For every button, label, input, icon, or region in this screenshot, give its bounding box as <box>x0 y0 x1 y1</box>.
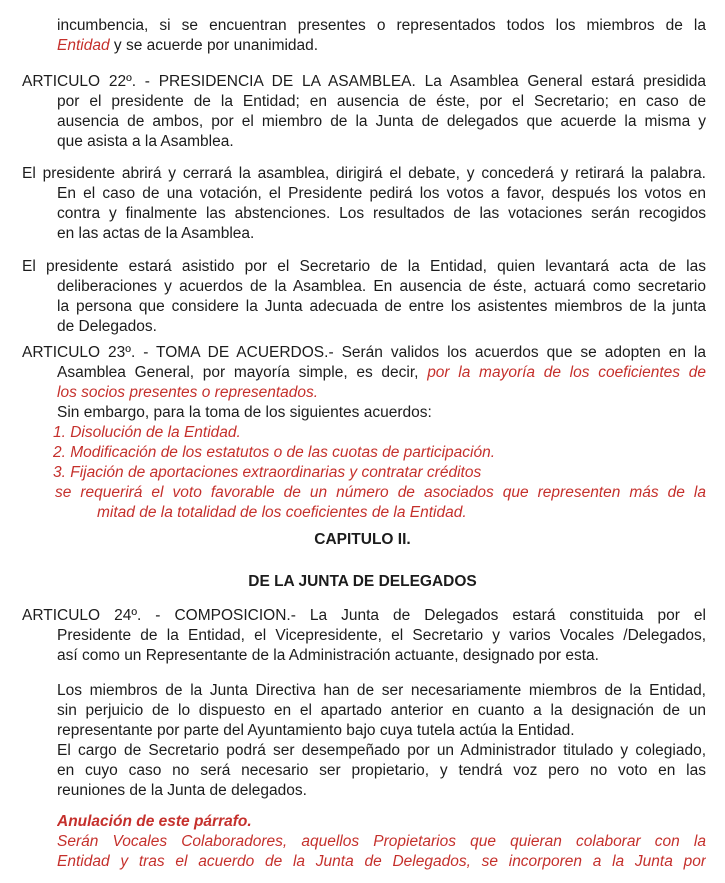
document-line <box>53 463 725 483</box>
red-text-segment: 3. Fijación de aportaciones extraordinarias y contratar créditos <box>53 464 482 481</box>
document-line <box>22 343 706 363</box>
document-line <box>97 503 725 523</box>
text-segment: en cuyo caso no será necesario ser propietario, y tendrá voz pero no voto en las <box>57 762 706 779</box>
secretary-assist-paragraph <box>0 257 725 337</box>
text-segment: Presidente de la Entidad, el Vicepresidente, el Secretario y varios Vocales /Delegados, <box>57 627 706 644</box>
document-line <box>57 224 725 244</box>
text-segment: deliberaciones y acuerdos de la Asamblea. En ausencia de éste, actuará como secretario <box>57 278 706 295</box>
paragraph-continuation <box>0 16 725 56</box>
document-line <box>57 277 706 297</box>
chapter-heading <box>0 530 725 550</box>
text-segment: reuniones de la Junta de delegados. <box>57 782 307 799</box>
document-line <box>57 852 706 872</box>
document-line <box>57 204 706 224</box>
document-line <box>55 483 706 503</box>
document-line <box>57 781 725 801</box>
document-line <box>57 184 706 204</box>
text-segment: Asamblea General, por mayoría simple, es decir, <box>57 364 428 381</box>
document-line <box>57 646 725 666</box>
document-line <box>57 16 706 36</box>
document-line <box>22 72 706 92</box>
document-line <box>57 383 725 403</box>
text-segment: en las actas de la Asamblea. <box>57 225 255 242</box>
article-22-paragraph <box>0 72 725 152</box>
text-segment: ausencia de ambos, por el miembro de la Junta de delegados que acuerde la misma y <box>57 113 706 130</box>
red-text-segment: 1. Disolución de la Entidad. <box>53 424 241 441</box>
text-segment: sin perjuicio de lo dispuesto en el apartado anterior en cuanto a la designación de un <box>57 702 706 719</box>
text-segment: DE LA JUNTA DE DELEGADOS <box>248 573 477 590</box>
red-text-segment: Anulación de este párrafo. <box>57 813 252 830</box>
document-line <box>57 317 725 337</box>
document-line <box>57 36 725 56</box>
text-segment: ARTICULO 22º. - PRESIDENCIA DE LA ASAMBLEA. La Asamblea General estará presidida <box>22 73 706 90</box>
red-text-segment: 2. Modificación de los estatutos o de las cuotas de participación. <box>53 444 496 461</box>
document-line <box>57 721 725 741</box>
document-line <box>22 164 706 184</box>
document-line <box>57 132 725 152</box>
red-text-segment: por la mayoría de los coeficientes de <box>427 364 706 381</box>
text-segment: ARTICULO 24º. - COMPOSICION.- La Junta de Delegados estará constituida por el <box>22 607 706 624</box>
red-text-segment: se requerirá el voto favorable de un número de asociados que representen más de la <box>55 484 706 501</box>
chapter-subtitle <box>0 572 725 592</box>
document-line <box>0 530 725 550</box>
article-24-paragraph <box>0 606 725 666</box>
text-segment: En el caso de una votación, el Presidente pedirá los votos a favor, después los votos en <box>57 185 706 202</box>
document-line <box>57 741 706 761</box>
document-line <box>53 443 725 463</box>
text-segment: que asista a la Asamblea. <box>57 133 234 150</box>
document-line <box>57 761 706 781</box>
document-line <box>57 92 706 112</box>
text-segment: así como un Representante de la Administración actuante, designado por esta. <box>57 647 599 664</box>
text-segment: y se acuerde por unanimidad. <box>109 37 319 54</box>
document-line <box>22 606 706 626</box>
junta-members-paragraph <box>0 681 725 801</box>
document-line <box>57 812 725 832</box>
president-duties-paragraph <box>0 164 725 244</box>
text-segment: la persona que considere la Junta adecuada de entre los asistentes miembros de la junta <box>57 298 706 315</box>
document-line <box>57 403 725 423</box>
document-line <box>57 112 706 132</box>
document-line <box>57 832 706 852</box>
document-line <box>57 701 706 721</box>
red-text-segment: Serán Vocales Colaboradores, aquellos Propietarios que quieran colaborar con la <box>57 833 706 850</box>
document-line <box>57 297 706 317</box>
text-segment: contra y finalmente las abstenciones. Los resultados de las votaciones serán recogidos <box>57 205 706 222</box>
document-line <box>57 681 706 701</box>
annulled-paragraph <box>0 812 725 872</box>
document-line <box>57 363 706 383</box>
text-segment: incumbencia, si se encuentran presentes o representados todos los miembros de la <box>57 17 706 34</box>
text-segment: El presidente abrirá y cerrará la asamblea, dirigirá el debate, y concederá y retirará la palabra. <box>22 165 706 182</box>
red-text-segment: Entidad <box>57 37 110 54</box>
text-segment: ARTICULO 23º. - TOMA DE ACUERDOS.- Serán validos los acuerdos que se adopten en la <box>22 344 706 361</box>
text-segment: Sin embargo, para la toma de los siguientes acuerdos: <box>57 404 432 421</box>
red-text-segment: Entidad y tras el acuerdo de la Junta de Delegados, se incorporen a la Junta por <box>57 853 706 870</box>
document-line <box>53 423 725 443</box>
document-line <box>57 626 706 646</box>
text-segment: El presidente estará asistido por el Secretario de la Entidad, quien levantará acta de las <box>22 258 706 275</box>
red-text-segment: los socios presentes o representados. <box>57 384 319 401</box>
document-line <box>0 572 725 592</box>
text-segment: Los miembros de la Junta Directiva han de ser necesariamente miembros de la Entidad, <box>57 682 706 699</box>
article-23-paragraph <box>0 343 725 523</box>
text-segment: de Delegados. <box>57 318 157 335</box>
document-line <box>22 257 706 277</box>
text-segment: representante por parte del Ayuntamiento bajo cuya tutela actúa la Entidad. <box>57 722 575 739</box>
text-segment: El cargo de Secretario podrá ser desempeñado por un Administrador titulado y colegiado, <box>57 742 706 759</box>
text-segment: CAPITULO II. <box>314 531 411 548</box>
text-segment: por el presidente de la Entidad; en ausencia de éste, por el Secretario; en caso de <box>57 93 706 110</box>
red-text-segment: mitad de la totalidad de los coeficientes de la Entidad. <box>97 504 467 521</box>
